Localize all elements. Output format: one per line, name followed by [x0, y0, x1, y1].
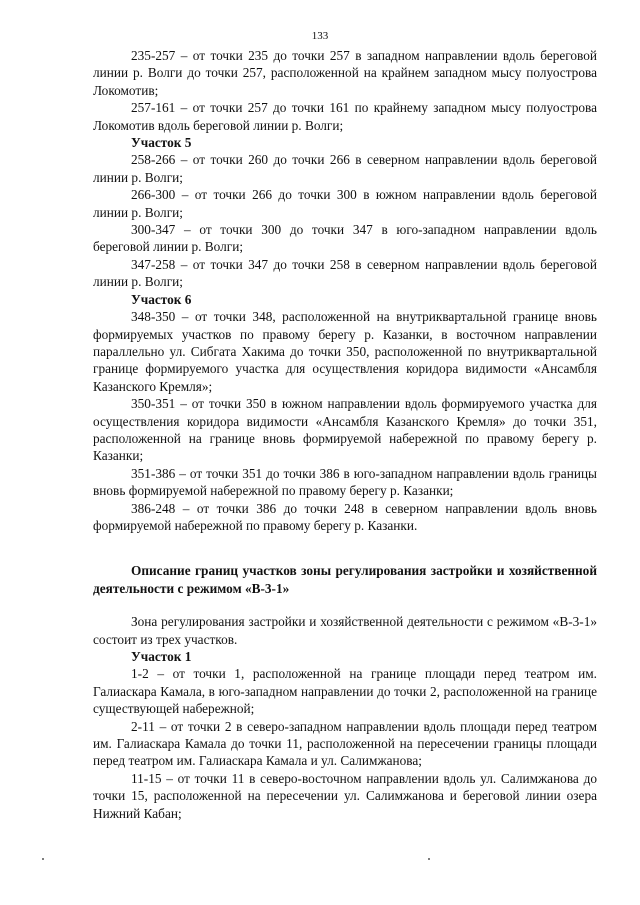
boundary-paragraph: 1-2 – от точки 1, расположенной на границе площади перед театром им. Галиаскара Камала, в юго-западном направлении до точки 2, расположенной на границе существующей набережной;: [93, 666, 597, 717]
boundary-paragraph: 258-266 – от точки 260 до точки 266 в северном направлении вдоль береговой линии р. Волги;: [93, 152, 597, 185]
page-number: 133: [311, 30, 329, 42]
boundary-paragraph: 300-347 – от точки 300 до точки 347 в юго-западном направлении вдоль береговой линии р. Волги;: [93, 222, 597, 255]
section-title: Описание границ участков зоны регулирования застройки и хозяйственной деятельности с режимом «В-3-1»: [93, 563, 597, 596]
section-intro: Зона регулирования застройки и хозяйственной деятельности с режимом «В-3-1» состоит из трех участков.: [93, 614, 597, 647]
boundary-paragraph: 348-350 – от точки 348, расположенной на внутриквартальной границе вновь формируемых участков по правому берегу р. Казанки, в восточном направлении параллельно ул. Сибгата Хакима до точки 350, расположенной по внутриквартальной границе формируемого участка для осуществления коридора видимости «Ансамбля Казанского Кремля»;: [93, 309, 597, 394]
boundary-paragraph: 351-386 – от точки 351 до точки 386 в юго-западном направлении вдоль границы вновь формируемой набережной по правому берегу р. Казанки;: [93, 465, 597, 499]
scan-speck: [42, 858, 44, 860]
boundary-paragraph: 386-248 – от точки 386 до точки 248 в северном направлении вдоль вновь формируемой набережной по правому берегу р. Казанки.: [93, 500, 597, 533]
section-heading-uchastok-5: Участок 5: [131, 135, 192, 151]
document-body: [93, 47, 597, 822]
boundary-paragraph: 257-161 – от точки 257 до точки 161 по крайнему западном мысу полуострова Локомотив вдоль береговой линии р. Волги;: [93, 100, 597, 133]
boundary-paragraph: 235-257 – от точки 235 до точки 257 в западном направлении вдоль береговой линии р. Волги до точки 257, расположенной на крайнем западном мысу полуострова Локомотив;: [93, 48, 597, 98]
section-heading-uchastok-6: Участок 6: [131, 291, 192, 307]
scan-speck: [428, 858, 430, 860]
boundary-paragraph: 266-300 – от точки 266 до точки 300 в южном направлении вдоль береговой линии р. Волги;: [93, 187, 597, 220]
boundary-paragraph: 2-11 – от точки 2 в северо-западном направлении вдоль площади перед театром им. Галиаскара Камала до точки 11, расположенной на пересечении границы площади перед театром им. Галиаскара Камала и ул. Салимжанова;: [93, 718, 597, 769]
section-heading-uchastok-1: Участок 1: [131, 649, 192, 664]
spacer: [93, 597, 597, 613]
boundary-paragraph: 347-258 – от точки 347 до точки 258 в северном направлении вдоль береговой линии р. Волги;: [93, 256, 597, 290]
boundary-paragraph: 350-351 – от точки 350 в южном направлении вдоль формируемого участка для осуществления коридора видимости «Ансамбля Казанского Кремля» до точки 351, расположенной на границе вновь формируемой набережной по правому берегу р. Казанки;: [93, 396, 597, 464]
boundary-paragraph: 11-15 – от точки 11 в северо-восточном направлении вдоль ул. Салимжанова до точки 15, расположенной на пересечении ул. Салимжанова и береговой линии озера Нижний Кабан;: [93, 770, 597, 821]
